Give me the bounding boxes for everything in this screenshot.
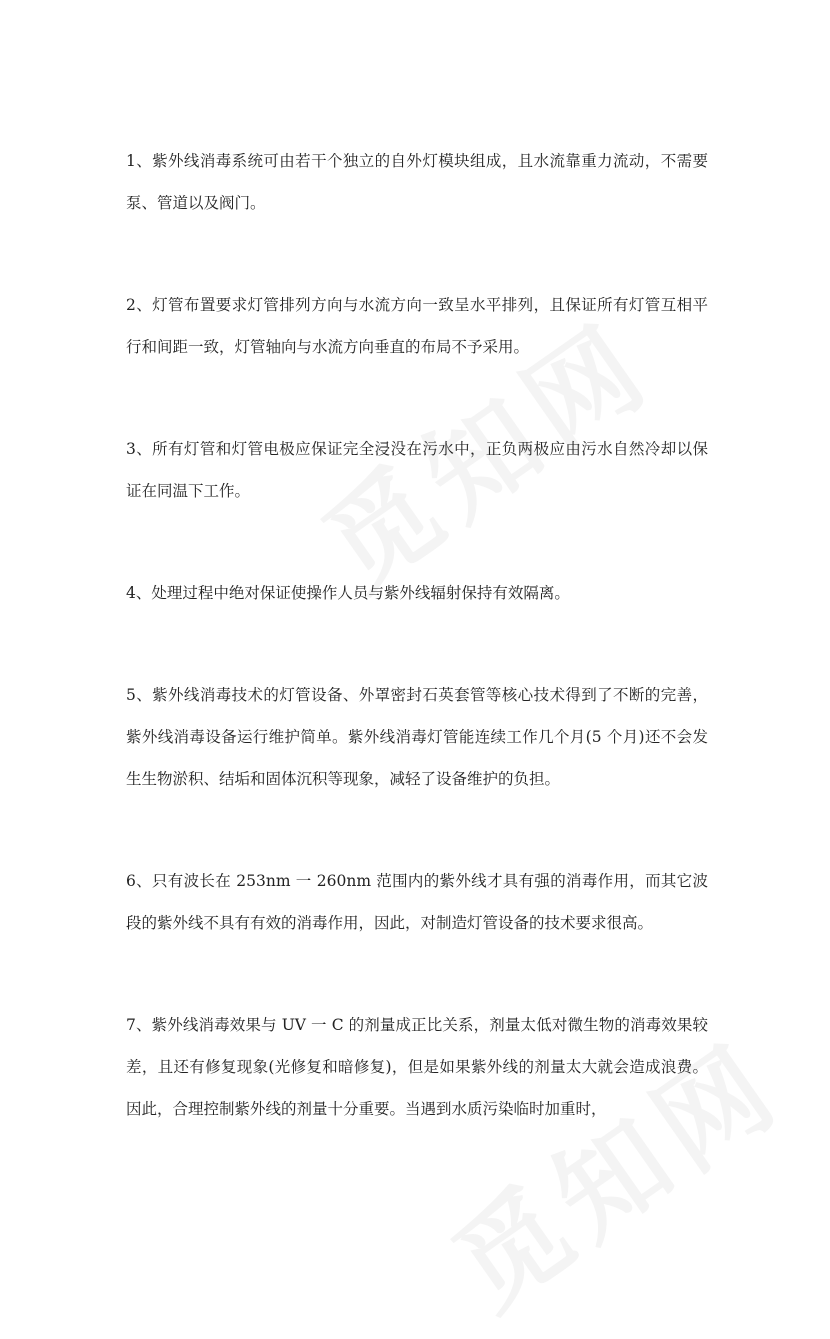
paragraph-6: 6、只有波长在 253nm 一 260nm 范围内的紫外线才具有强的消毒作用，而其它波段的紫外线不具有有效的消毒作用，因此，对制造灯管设备的技术要求很高。 (126, 872, 708, 932)
document-body (126, 140, 708, 1190)
paragraph-2: 2、灯管布置要求灯管排列方向与水流方向一致呈水平排列，且保证所有灯管互相平行和间距一致，灯管轴向与水流方向垂直的布局不予采用。 (126, 296, 708, 356)
paragraph-3: 3、所有灯管和灯管电极应保证完全浸没在污水中，正负两极应由污水自然冷却以保证在同温下工作。 (126, 440, 708, 500)
paragraph-4: 4、处理过程中绝对保证使操作人员与紫外线辐射保持有效隔离。 (126, 584, 570, 602)
paragraph-5: 5、紫外线消毒技术的灯管设备、外罩密封石英套管等核心技术得到了不断的完善，紫外线消毒设备运行维护简单。紫外线消毒灯管能连续工作几个月(5 个月)还不会发生生物淤积、结垢和固体沉积等现象，减轻了设备维护的负担。 (126, 686, 708, 788)
paragraph-1: 1、紫外线消毒系统可由若干个独立的自外灯模块组成，且水流靠重力流动，不需要泵、管道以及阀门。 (126, 152, 708, 212)
paragraph-7: 7、紫外线消毒效果与 UV 一 C 的剂量成正比关系，剂量太低对微生物的消毒效果较差，且还有修复现象(光修复和暗修复)，但是如果紫外线的剂量太大就会造成浪费。因此，合理控制紫外线的剂量十分重要。当遇到水质污染临时加重时， (126, 1016, 708, 1118)
